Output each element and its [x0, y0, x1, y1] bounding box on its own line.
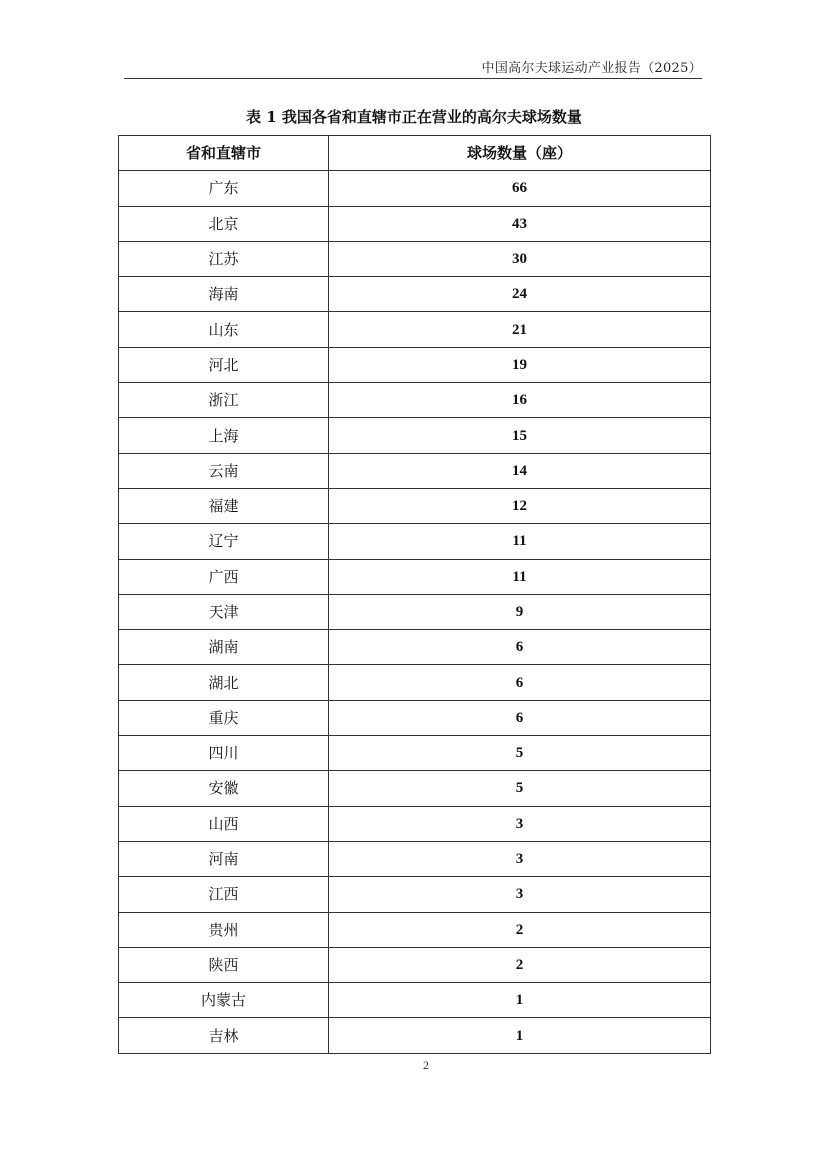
- table-row: [119, 312, 711, 347]
- table-row: [119, 700, 711, 735]
- course-count-cell: 6: [329, 700, 711, 735]
- course-count-cell: 16: [329, 383, 711, 418]
- table-header-row: [119, 136, 711, 171]
- province-cell: 内蒙古: [119, 983, 329, 1018]
- table-row: [119, 383, 711, 418]
- course-count-cell: 21: [329, 312, 711, 347]
- table-row: [119, 241, 711, 276]
- table-row: [119, 983, 711, 1018]
- province-cell: 湖南: [119, 630, 329, 665]
- province-cell: 四川: [119, 736, 329, 771]
- table-row: [119, 277, 711, 312]
- province-cell: 陕西: [119, 947, 329, 982]
- course-count-cell: 2: [329, 912, 711, 947]
- table-row: [119, 453, 711, 488]
- course-count-cell: 5: [329, 736, 711, 771]
- table-row: [119, 665, 711, 700]
- province-cell: 湖北: [119, 665, 329, 700]
- table-row: [119, 877, 711, 912]
- province-cell: 山西: [119, 806, 329, 841]
- province-cell: 江苏: [119, 241, 329, 276]
- table-row: [119, 1018, 711, 1053]
- table-row: [119, 418, 711, 453]
- course-count-cell: 30: [329, 241, 711, 276]
- table-row: [119, 630, 711, 665]
- province-cell: 贵州: [119, 912, 329, 947]
- course-count-cell: 11: [329, 524, 711, 559]
- course-count-cell: 3: [329, 877, 711, 912]
- course-count-cell: 19: [329, 347, 711, 382]
- province-cell: 福建: [119, 488, 329, 523]
- table-row: [119, 771, 711, 806]
- course-count-cell: 2: [329, 947, 711, 982]
- province-cell: 上海: [119, 418, 329, 453]
- province-cell: 天津: [119, 594, 329, 629]
- table-row: [119, 171, 711, 206]
- table-body: [119, 171, 711, 1053]
- running-header: 中国高尔夫球运动产业报告（2025）: [481, 61, 702, 76]
- province-cell: 河南: [119, 841, 329, 876]
- table-row: [119, 841, 711, 876]
- province-cell: 江西: [119, 877, 329, 912]
- course-count-cell: 9: [329, 594, 711, 629]
- table-caption: 表 1 我国各省和直辖市正在营业的高尔夫球场数量: [246, 108, 582, 126]
- table-row: [119, 559, 711, 594]
- province-cell: 山东: [119, 312, 329, 347]
- province-cell: 广西: [119, 559, 329, 594]
- column-header-count: 球场数量（座）: [329, 136, 711, 171]
- column-header-province: 省和直辖市: [119, 136, 329, 171]
- course-count-cell: 12: [329, 488, 711, 523]
- province-cell: 河北: [119, 347, 329, 382]
- course-count-cell: 66: [329, 171, 711, 206]
- table-row: [119, 488, 711, 523]
- province-cell: 吉林: [119, 1018, 329, 1053]
- course-count-cell: 11: [329, 559, 711, 594]
- table-row: [119, 912, 711, 947]
- table-row: [119, 347, 711, 382]
- province-cell: 云南: [119, 453, 329, 488]
- course-count-cell: 15: [329, 418, 711, 453]
- page-number: 2: [423, 1058, 429, 1072]
- table-row: [119, 206, 711, 241]
- course-count-cell: 14: [329, 453, 711, 488]
- province-cell: 安徽: [119, 771, 329, 806]
- table-row: [119, 736, 711, 771]
- course-count-cell: 1: [329, 1018, 711, 1053]
- province-cell: 辽宁: [119, 524, 329, 559]
- province-cell: 浙江: [119, 383, 329, 418]
- course-count-cell: 1: [329, 983, 711, 1018]
- course-count-cell: 3: [329, 841, 711, 876]
- course-count-cell: 5: [329, 771, 711, 806]
- course-count-cell: 3: [329, 806, 711, 841]
- province-cell: 重庆: [119, 700, 329, 735]
- province-cell: 北京: [119, 206, 329, 241]
- header-rule: [124, 78, 702, 79]
- province-cell: 广东: [119, 171, 329, 206]
- golf-course-table: [118, 135, 711, 1054]
- course-count-cell: 6: [329, 630, 711, 665]
- table-row: [119, 524, 711, 559]
- table-row: [119, 594, 711, 629]
- course-count-cell: 24: [329, 277, 711, 312]
- province-cell: 海南: [119, 277, 329, 312]
- course-count-cell: 6: [329, 665, 711, 700]
- table-row: [119, 947, 711, 982]
- course-count-cell: 43: [329, 206, 711, 241]
- table-row: [119, 806, 711, 841]
